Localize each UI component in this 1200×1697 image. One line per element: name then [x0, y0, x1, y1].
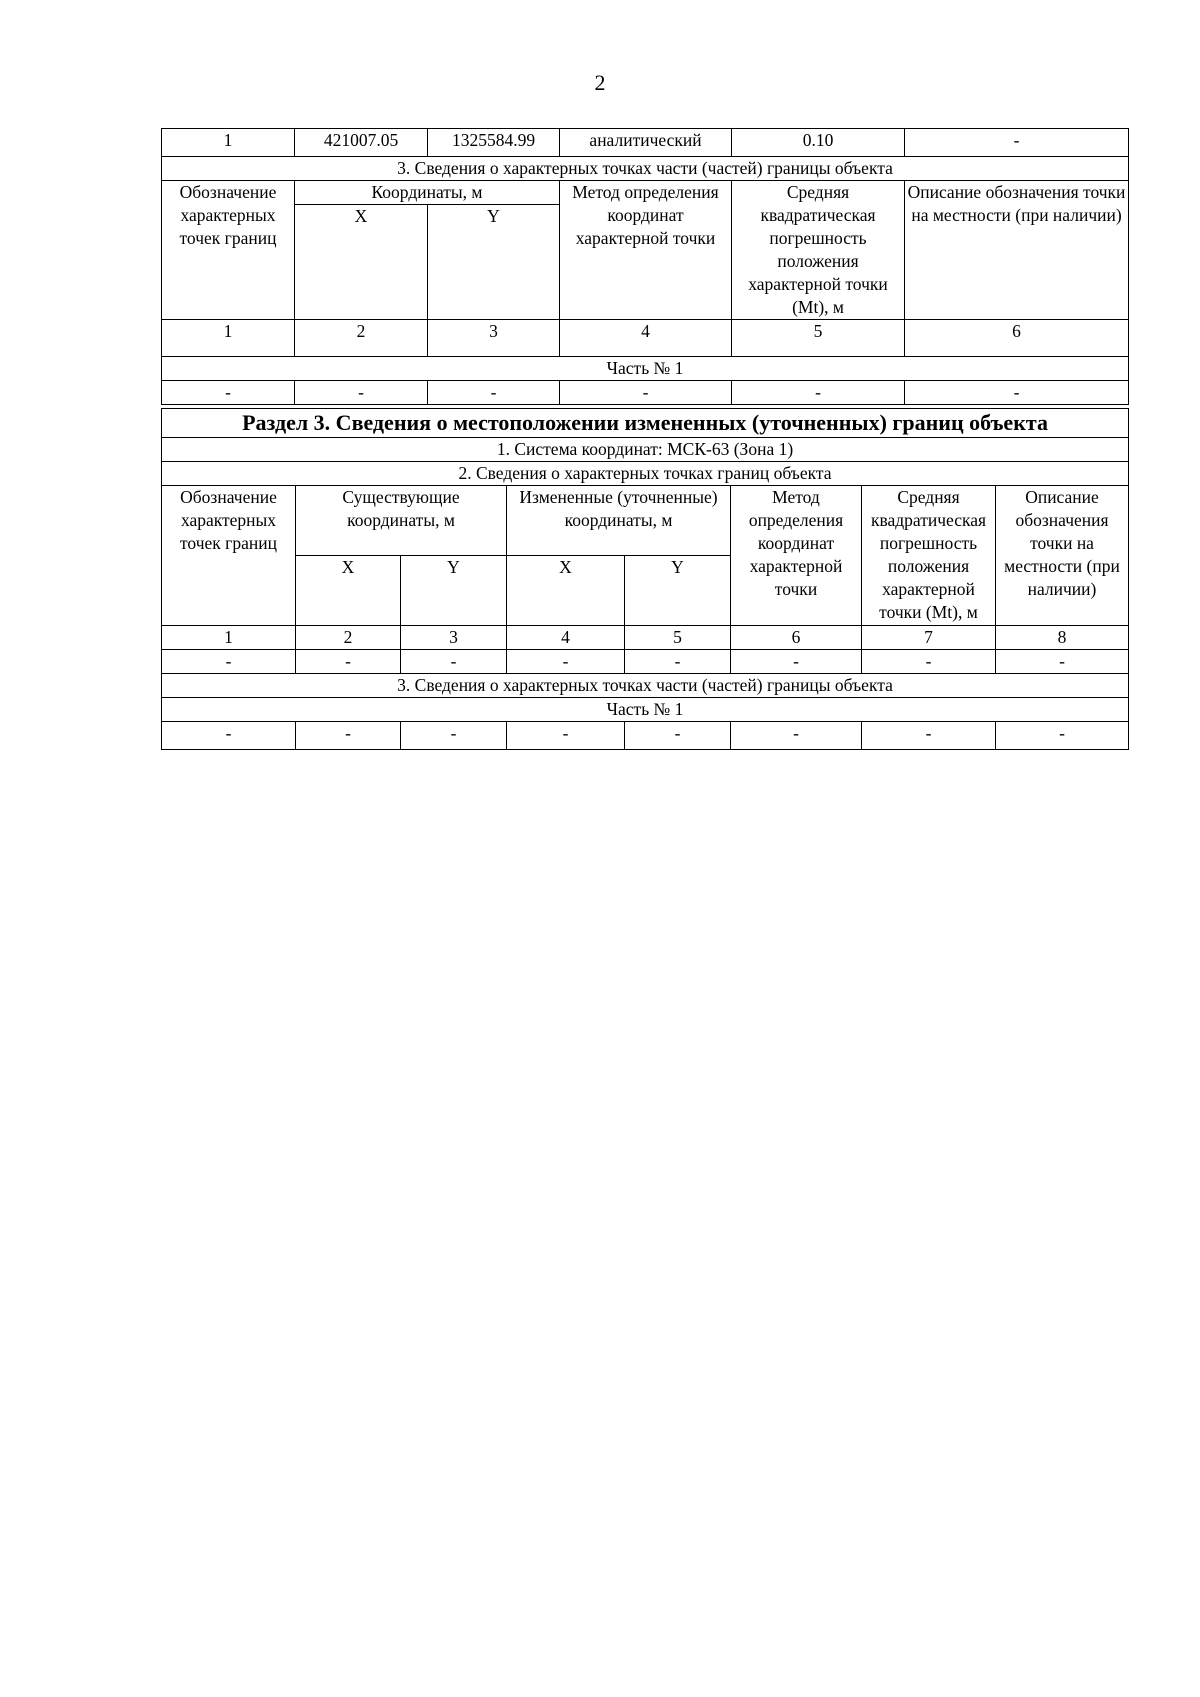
table-cell: -	[162, 650, 296, 674]
table-cell: -	[625, 650, 731, 674]
table-row	[162, 650, 1129, 674]
table-cell: -	[428, 381, 560, 405]
header-method: Метод определения координат характерной точки	[731, 486, 862, 626]
header-row	[162, 486, 1129, 556]
column-number: 6	[905, 320, 1129, 357]
table-cell: аналитический	[560, 129, 732, 157]
table-cell: -	[625, 722, 731, 750]
column-numbers-row	[162, 320, 1129, 357]
column-number: 8	[996, 626, 1129, 650]
column-number: 5	[625, 626, 731, 650]
header-coordinates: Координаты, м	[295, 181, 560, 205]
column-number: 4	[507, 626, 625, 650]
header-designation: Обозначение характерных точек границ	[162, 181, 295, 320]
header-changed-x: X	[507, 556, 625, 626]
section-title: Раздел 3. Сведения о местоположении измененных (уточненных) границ объекта	[162, 409, 1129, 438]
table-cell: -	[862, 650, 996, 674]
table-cell: -	[731, 722, 862, 750]
table-cell: -	[296, 722, 401, 750]
table-cell: -	[401, 650, 507, 674]
column-number: 3	[401, 626, 507, 650]
part-label-row	[162, 357, 1129, 381]
table-row	[162, 129, 1129, 157]
table-cell: -	[996, 722, 1129, 750]
header-changed: Измененные (уточненные) координаты, м	[507, 486, 731, 556]
column-number: 2	[295, 320, 428, 357]
table-cell: 1	[162, 129, 295, 157]
part-label: Часть № 1	[162, 698, 1129, 722]
table-cell: -	[560, 381, 732, 405]
header-description: Описание обозначения точки на местности (при наличии)	[996, 486, 1129, 626]
part-heading: 3. Сведения о характерных точках части (частей) границы объекта	[162, 674, 1129, 698]
table-cell: -	[905, 129, 1129, 157]
table-row	[162, 381, 1129, 405]
column-number: 2	[296, 626, 401, 650]
table-cell: -	[996, 650, 1129, 674]
table-cell: -	[905, 381, 1129, 405]
table-row	[162, 674, 1129, 698]
column-number: 1	[162, 626, 296, 650]
table-row	[162, 157, 1129, 181]
part-label: Часть № 1	[162, 357, 1129, 381]
page-number: 2	[594, 70, 606, 95]
table-cell: 1325584.99	[428, 129, 560, 157]
header-existing-y: Y	[401, 556, 507, 626]
table-cell: -	[295, 381, 428, 405]
header-existing: Существующие координаты, м	[296, 486, 507, 556]
column-numbers-row	[162, 626, 1129, 650]
part-label-row	[162, 698, 1129, 722]
part-heading: 3. Сведения о характерных точках части (частей) границы объекта	[162, 157, 1129, 181]
table-cell: -	[296, 650, 401, 674]
header-error: Средняя квадратическая погрешность положения характерной точки (Mt), м	[862, 486, 996, 626]
table-row	[162, 462, 1129, 486]
table-cell: -	[731, 650, 862, 674]
column-number: 3	[428, 320, 560, 357]
table-cell: -	[162, 722, 296, 750]
header-changed-y: Y	[625, 556, 731, 626]
header-existing-x: X	[296, 556, 401, 626]
changed-boundaries-table	[161, 408, 1129, 750]
table-row	[162, 438, 1129, 462]
table-cell: -	[732, 381, 905, 405]
column-number: 7	[862, 626, 996, 650]
header-error: Средняя квадратическая погрешность положения характерной точки (Mt), м	[732, 181, 905, 320]
points-heading: 2. Сведения о характерных точках границ объекта	[162, 462, 1129, 486]
column-number: 1	[162, 320, 295, 357]
coord-system: 1. Система координат: МСК-63 (Зона 1)	[162, 438, 1129, 462]
header-y: Y	[428, 205, 560, 320]
table-cell: -	[401, 722, 507, 750]
header-x: X	[295, 205, 428, 320]
header-row	[162, 181, 1129, 205]
table-cell: -	[162, 381, 295, 405]
column-number: 5	[732, 320, 905, 357]
header-method: Метод определения координат характерной точки	[560, 181, 732, 320]
section-heading-row	[162, 409, 1129, 438]
table-cell: 421007.05	[295, 129, 428, 157]
table-row	[162, 722, 1129, 750]
header-description: Описание обозначения точки на местности (при наличии)	[905, 181, 1129, 320]
table-cell: -	[507, 650, 625, 674]
header-designation: Обозначение характерных точек границ	[162, 486, 296, 626]
column-number: 6	[731, 626, 862, 650]
table-cell: 0.10	[732, 129, 905, 157]
part-points-table	[161, 128, 1129, 405]
table-cell: -	[862, 722, 996, 750]
column-number: 4	[560, 320, 732, 357]
table-cell: -	[507, 722, 625, 750]
